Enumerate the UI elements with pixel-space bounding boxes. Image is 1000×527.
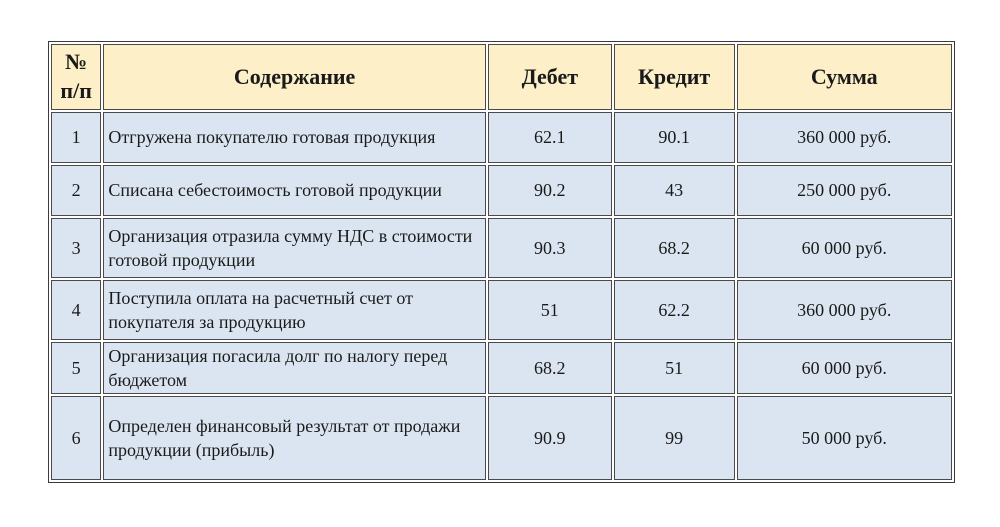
- row-debet: 90.3: [488, 218, 612, 278]
- row-number: 6: [51, 396, 101, 480]
- table-row: [51, 165, 952, 216]
- table-row: [51, 280, 952, 340]
- row-content: Поступила оплата на расчетный счет от покупателя за продукцию: [103, 280, 486, 340]
- row-debet: 51: [488, 280, 612, 340]
- row-debet: 90.2: [488, 165, 612, 216]
- row-summa: 360 000 руб.: [737, 112, 952, 163]
- row-debet: 90.9: [488, 396, 612, 480]
- row-number: 3: [51, 218, 101, 278]
- row-kredit: 43: [614, 165, 735, 216]
- header-number: [51, 44, 101, 110]
- row-summa: 60 000 руб.: [737, 218, 952, 278]
- row-debet: 68.2: [488, 342, 612, 394]
- row-number: 5: [51, 342, 101, 394]
- row-kredit: 51: [614, 342, 735, 394]
- row-content: Организация отразила сумму НДС в стоимости готовой продукции: [103, 218, 486, 278]
- header-kredit: Кредит: [614, 44, 735, 110]
- row-summa: 360 000 руб.: [737, 280, 952, 340]
- header-summa: Сумма: [737, 44, 952, 110]
- table-header-row: [51, 44, 952, 110]
- row-kredit: 99: [614, 396, 735, 480]
- accounting-entries-table: [48, 41, 955, 483]
- row-kredit: 90.1: [614, 112, 735, 163]
- header-number-line1: №: [65, 49, 88, 75]
- header-content: Содержание: [103, 44, 486, 110]
- row-content: Списана себестоимость готовой продукции: [103, 165, 486, 216]
- row-debet: 62.1: [488, 112, 612, 163]
- row-summa: 250 000 руб.: [737, 165, 952, 216]
- row-content: Определен финансовый результат от продажи продукции (прибыль): [103, 396, 486, 480]
- row-summa: 60 000 руб.: [737, 342, 952, 394]
- table-row: [51, 112, 952, 163]
- row-number: 2: [51, 165, 101, 216]
- row-number: 1: [51, 112, 101, 163]
- row-kredit: 62.2: [614, 280, 735, 340]
- row-summa: 50 000 руб.: [737, 396, 952, 480]
- row-content: Организация погасила долг по налогу перед бюджетом: [103, 342, 486, 394]
- header-number-line2: п/п: [60, 78, 92, 103]
- table-row: [51, 396, 952, 480]
- row-content: Отгружена покупателю готовая продукция: [103, 112, 486, 163]
- row-kredit: 68.2: [614, 218, 735, 278]
- header-debet: Дебет: [488, 44, 612, 110]
- row-number: 4: [51, 280, 101, 340]
- table-row: [51, 218, 952, 278]
- table-row: [51, 342, 952, 394]
